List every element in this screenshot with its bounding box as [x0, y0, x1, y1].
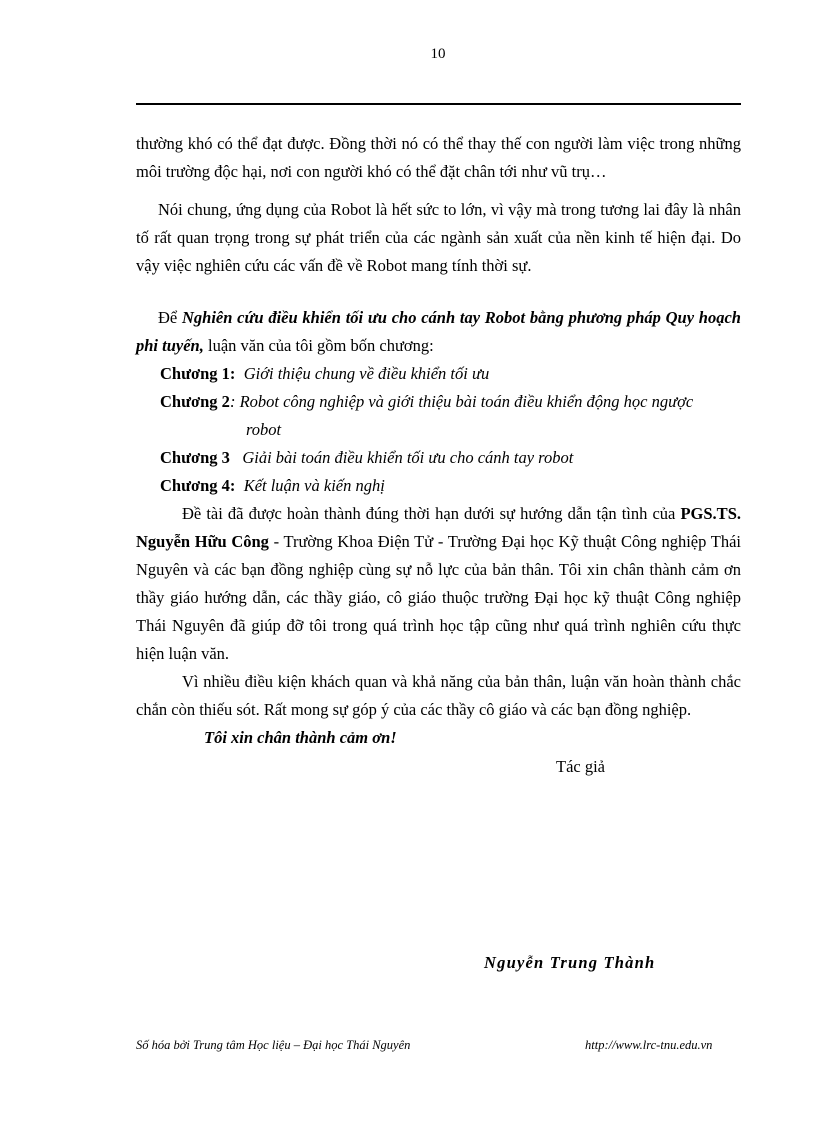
chapter-label: Chương 2: [160, 392, 230, 411]
chapter-2: [160, 388, 741, 416]
chapter-label: Chương 3: [160, 448, 230, 467]
paragraph-2: Nói chung, ứng dụng của Robot là hết sức to lớn, vì vậy mà trong tương lai đây là nhân tố rất quan trọng trong sự phát triển của các ngành sản xuất của nền kinh tế hiện đại. Do vậy việc nghiên cứu các vấn đề về Robot mang tính thời sự.: [136, 200, 741, 275]
chapter-3: [160, 444, 741, 472]
paragraph-3-prefix: Để: [158, 308, 182, 327]
chapter-title: Giải bài toán điều khiển tối ưu cho cánh tay robot: [242, 448, 574, 467]
chapter-2-continuation: robot: [246, 420, 282, 439]
paragraph-3: [136, 304, 741, 360]
paragraph-4: [136, 500, 741, 668]
chapter-1: [160, 360, 741, 388]
chapter-separator: [235, 476, 243, 495]
page-number: 10: [430, 46, 446, 62]
advisor-name: PGS.TS. Nguyễn Hữu Công: [136, 504, 741, 551]
author-role: Tác giả: [556, 757, 606, 776]
closing-thanks: Tôi xin chân thành cảm ơn!: [204, 728, 397, 747]
document-body: [136, 130, 741, 782]
paragraph-4-intro: Đề tài đã được hoàn thành đúng thời hạn dưới sự hướng dẫn tận tình của: [182, 504, 681, 523]
footer-url: http://www.lrc-tnu.edu.vn: [585, 1038, 713, 1052]
chapter-label: Chương 1:: [160, 364, 236, 383]
chapter-title: Robot công nghiệp và giới thiệu bài toán điều khiển động học ngược: [239, 392, 694, 411]
author-name: Nguyễn Trung Thành: [484, 953, 656, 972]
paragraph-5: Vì nhiều điều kiện khách quan và khả năng của bản thân, luận văn hoàn thành chắc chắn còn thiếu sót. Rất mong sự góp ý của các thầy cô giáo và các bạn đồng nghiệp.: [136, 672, 741, 719]
chapter-separator: :: [229, 392, 240, 411]
chapter-title: Giới thiệu chung về điều khiển tối ưu: [243, 364, 490, 383]
thesis-topic: Nghiên cứu điều khiển tối ưu cho cánh tay Robot bằng phương pháp Quy hoạch phi tuyến,: [136, 308, 741, 355]
chapter-separator: [230, 448, 242, 467]
chapter-separator: [235, 364, 243, 383]
paragraph-3-suffix: luận văn của tôi gồm bốn chương:: [203, 336, 434, 355]
chapter-label: Chương 4:: [160, 476, 236, 495]
footer-source: Số hóa bởi Trung tâm Học liệu – Đại học Thái Nguyên: [136, 1038, 411, 1052]
header-rule: [136, 103, 741, 105]
paragraph-4-rest: - Trường Khoa Điện Tử - Trường Đại học Kỹ thuật Công nghiệp Thái Nguyên và các bạn đồng nghiệp cùng sự nỗ lực của bản thân. Tôi xin chân thành cảm ơn thầy giáo hướng dẫn, các thầy giáo, cô giáo thuộc trường Đại học kỹ thuật Công nghiệp Thái Nguyên đã giúp đỡ tôi trong quá trình học tập cũng như quá trình nghiên cứu thực hiện luận văn.: [136, 532, 741, 663]
chapter-title: Kết luận và kiến nghị: [243, 476, 385, 495]
paragraph-1: thường khó có thể đạt được. Đồng thời nó có thể thay thế con người làm việc trong những môi trường độc hại, nơi con người khó có thể đặt chân tới như vũ trụ…: [136, 134, 741, 181]
chapter-4: [160, 472, 741, 500]
